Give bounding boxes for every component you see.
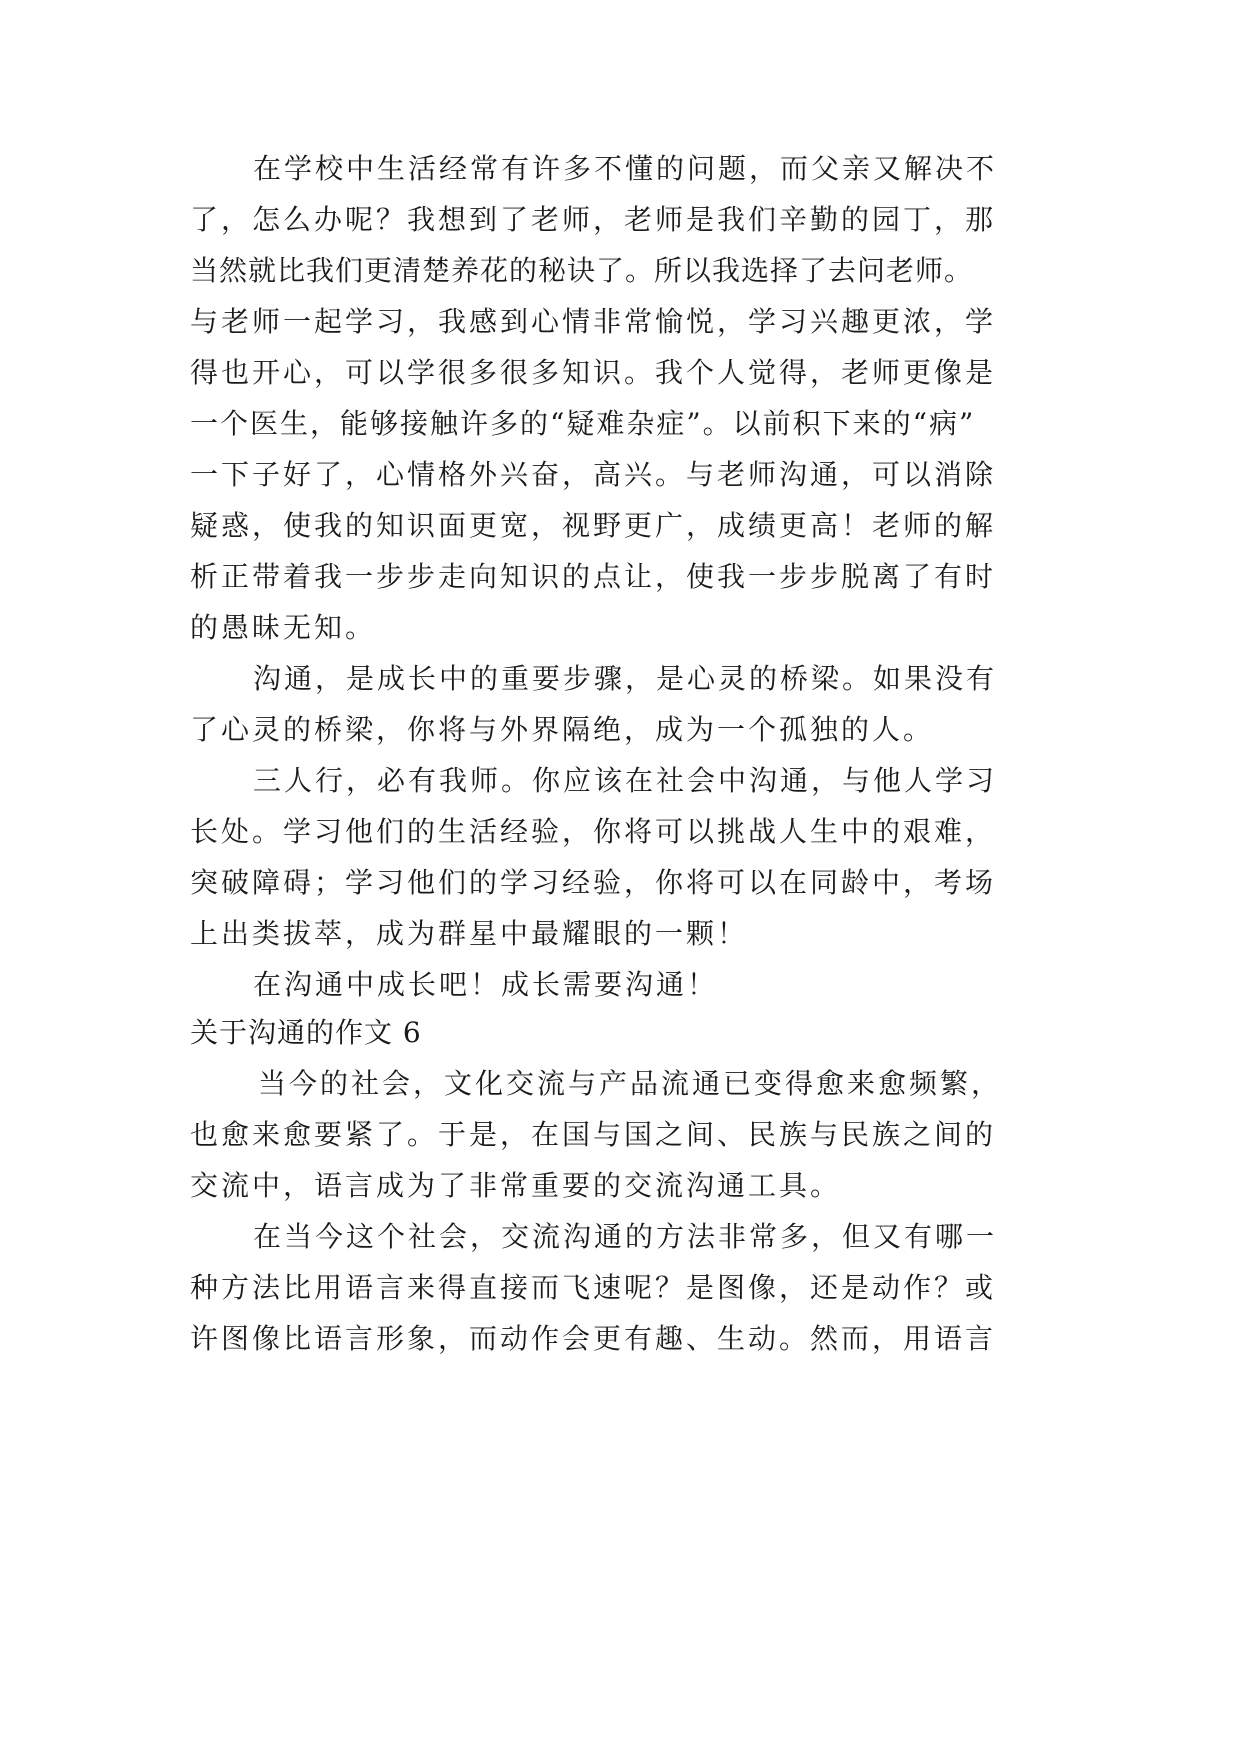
- paragraph-line: 析正带着我一步步走向知识的点让，使我一步步脱离了有时: [190, 560, 997, 593]
- paragraph-line: 交流中，语言成为了非常重要的交流沟通工具。: [190, 1169, 842, 1202]
- paragraph-line: 上出类拔萃，成为群星中最耀眼的一颗！: [190, 917, 749, 950]
- paragraph-line: 突破障碍；学习他们的学习经验，你将可以在同龄中，考场: [190, 866, 997, 899]
- paragraph-line: 长处。学习他们的生活经验，你将可以挑战人生中的艰难，: [190, 815, 997, 848]
- paragraph-line: 了心灵的桥梁，你将与外界隔绝，成为一个孤独的人。: [190, 713, 935, 746]
- paragraph-line: 一下子好了，心情格外兴奋，高兴。与老师沟通，可以消除: [190, 458, 997, 491]
- paragraph-line: 得也开心，可以学很多很多知识。我个人觉得，老师更像是: [190, 356, 997, 389]
- paragraph-line: 种方法比用语言来得直接而飞速呢？是图像，还是动作？或: [190, 1271, 997, 1304]
- paragraph-line: 当今的社会，文化交流与产品流通已变得愈来愈频繁，: [258, 1067, 1003, 1100]
- paragraph-line: 在沟通中成长吧！成长需要沟通！: [253, 968, 719, 1001]
- paragraph-line: 的愚昧无知。: [190, 611, 377, 644]
- paragraph-line: 一个医生，能够接触许多的“疑难杂症”。以前积下来的“病”: [190, 407, 976, 440]
- paragraph-line: 当然就比我们更清楚养花的秘诀了。所以我选择了去问老师。: [190, 254, 974, 287]
- paragraph-line: 在当今这个社会，交流沟通的方法非常多，但又有哪一: [253, 1220, 998, 1253]
- paragraph-line: 在学校中生活经常有许多不懂的问题，而父亲又解决不: [253, 152, 998, 185]
- paragraph-line: 与老师一起学习，我感到心情非常愉悦，学习兴趣更浓，学: [190, 305, 997, 338]
- paragraph-line: 许图像比语言形象，而动作会更有趣、生动。然而，用语言: [190, 1322, 997, 1355]
- paragraph-line: 疑惑，使我的知识面更宽，视野更广，成绩更高！老师的解: [190, 509, 997, 542]
- paragraph-line: 也愈来愈要紧了。于是，在国与国之间、民族与民族之间的: [190, 1118, 997, 1151]
- paragraph-line: 三人行，必有我师。你应该在社会中沟通，与他人学习: [253, 764, 998, 797]
- paragraph-line: 沟通，是成长中的重要步骤，是心灵的桥梁。如果没有: [253, 662, 998, 695]
- section-heading: 关于沟通的作文 6: [190, 1016, 422, 1049]
- paragraph-line: 了，怎么办呢？我想到了老师，老师是我们辛勤的园丁，那: [190, 203, 997, 236]
